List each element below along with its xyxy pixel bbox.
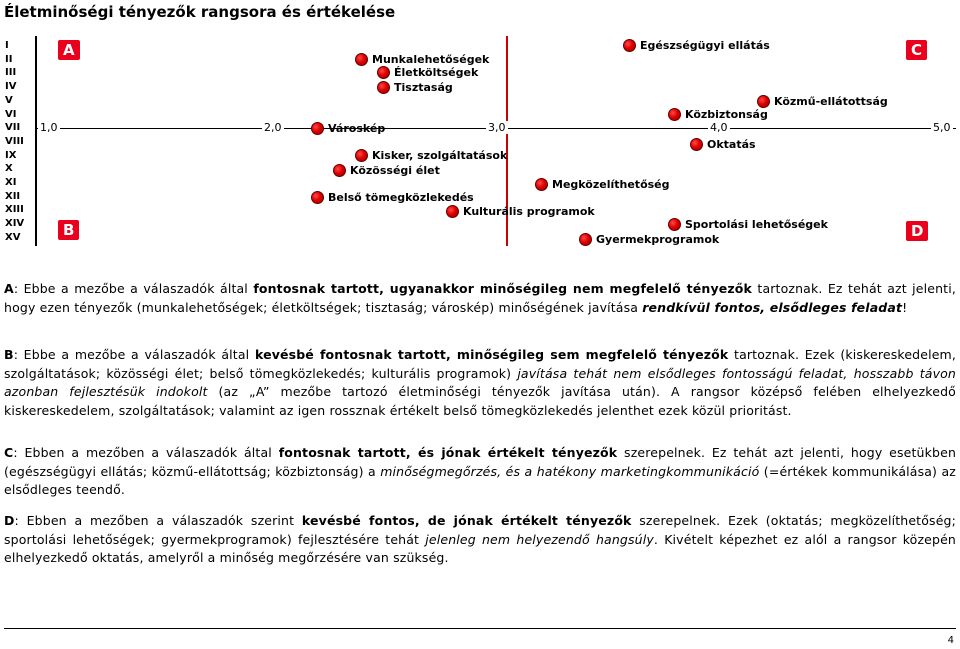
tick-label: 3,0 [488, 121, 506, 134]
paragraph-label: B [4, 347, 14, 362]
point-marker [757, 95, 770, 108]
point-marker [535, 178, 548, 191]
text: ! [902, 299, 908, 315]
point-varoskep [311, 121, 385, 135]
point-eletkoltsegek [377, 65, 478, 79]
point-marker [311, 122, 324, 135]
paragraph-label: D [4, 513, 15, 528]
tick-label: 4,0 [710, 121, 728, 134]
text: . Kivételt képezhet ez alól a rangsor közepén elhelyezkedő oktatás, amelyről a minőség megőrzésére van szükség. [4, 531, 956, 565]
rank-numeral: X [5, 163, 13, 175]
tick-label: 5,0 [933, 121, 951, 134]
point-marker [377, 81, 390, 94]
emphasis: javítása tehát nem elsődleges fontosságú feladat, hosszabb távon azonban fejlesztésük indokolt [4, 365, 957, 399]
footer-rule [4, 628, 956, 629]
rank-numeral: IV [5, 81, 17, 93]
point-label: Oktatás [707, 137, 756, 151]
text: (=értékek kommunikálása) az elsődleges teendő. [4, 463, 956, 497]
text: szerepelnek. Ezek (oktatás; megközelíthetőség; sportolási lehetőségek; gyermekprogramok) fejlesztésére tehát [4, 513, 956, 547]
paragraph-a [4, 280, 956, 317]
point-marker [579, 233, 592, 246]
point-marker [668, 218, 681, 231]
paragraph-b [4, 346, 956, 420]
point-marker [446, 205, 459, 218]
point-label: Megközelíthetőség [552, 177, 670, 191]
point-label: Munkalehetőségek [372, 52, 490, 66]
point-oktatas [690, 137, 756, 151]
rank-numeral: XIII [5, 204, 24, 216]
emphasis: fontosnak tartott, ugyanakkor minőségileg nem megfelelő tényezők [253, 281, 753, 296]
page-title: Életminőségi tényezők rangsora és értékelése [4, 3, 396, 21]
text: tartoznak. Ez tehát azt jelenti, hogy ezen tényezők (munkalehetőségek; életköltségek; tisztaság; városkép) minőségének javítása [4, 281, 956, 315]
quadrant-c-label: C [906, 40, 927, 60]
point-label: Életköltségek [394, 65, 479, 79]
point-marker [311, 191, 324, 204]
point-label: Belső tömegközlekedés [328, 190, 474, 204]
point-label: Közbiztonság [685, 107, 768, 121]
point-belso [311, 190, 474, 204]
rank-numeral: II [5, 53, 13, 65]
point-kozmu [757, 94, 888, 108]
point-marker [690, 138, 703, 151]
point-label: Sportolási lehetőségek [685, 217, 828, 231]
rank-numeral: I [5, 40, 9, 51]
point-tisztasag [377, 80, 453, 94]
point-sport [668, 217, 828, 231]
emphasis: fontosnak tartott, és jónak értékelt tényezők [278, 445, 618, 460]
text: : Ebbe a mezőbe a válaszadók által [13, 281, 254, 296]
point-label: Kisker, szolgáltatások [372, 148, 508, 162]
point-marker [623, 39, 636, 52]
emphasis: minőségmegőrzés, és a hatékony marketingkommunikáció [380, 463, 760, 479]
point-marker [377, 66, 390, 79]
point-kozossegi [333, 163, 440, 177]
rank-numeral: XII [5, 190, 21, 202]
paragraph-d [4, 512, 956, 568]
rank-numeral: XV [5, 231, 21, 243]
point-label: Gyermekprogramok [596, 232, 720, 246]
quadrant-b-label: B [58, 220, 79, 240]
point-label: Közösségi élet [350, 163, 440, 177]
left-axis-line [35, 36, 37, 246]
point-marker [333, 164, 346, 177]
point-megkozelithetoseg [535, 177, 670, 191]
point-marker [355, 149, 368, 162]
point-munkalehetosegek [355, 52, 489, 66]
paragraph-c [4, 444, 956, 500]
paragraph-label: A [4, 281, 14, 296]
rank-numeral: VI [5, 108, 17, 120]
emphasis: kevésbé fontosnak tartott, minőségileg sem megfelelő tényezők [254, 347, 729, 362]
text: : Ebben a mezőben a válaszadók által [13, 445, 279, 460]
paragraph-label: C [4, 445, 14, 460]
rank-numeral: VII [5, 122, 21, 134]
tick-label: 1,0 [40, 121, 58, 134]
rank-numeral: VIII [5, 135, 24, 147]
point-label: Egészségügyi ellátás [640, 38, 770, 52]
emphasis: rendkívül fontos, elsődleges feladat [642, 299, 903, 315]
emphasis: kevésbé fontos, de jónak értékelt tényezők [301, 513, 632, 528]
rank-numeral: XI [5, 177, 17, 188]
emphasis: jelenleg nem helyezendő hangsúly [425, 531, 654, 547]
point-label: Közmű-ellátottság [774, 94, 888, 108]
text: : Ebbe a mezőbe a válaszadók által [13, 347, 255, 362]
rank-numeral: V [5, 94, 13, 106]
rank-numeral: XIV [5, 218, 25, 230]
text: tartoznak. Ezek (kiskereskedelem, szolgáltatások; közösségi élet; belső tömegközlekedés; kulturális programok) [4, 347, 957, 381]
point-label: Tisztaság [394, 80, 453, 94]
point-kisker [355, 148, 507, 162]
rank-numeral: IX [5, 149, 17, 161]
point-egeszseg [623, 38, 770, 52]
point-marker [668, 108, 681, 121]
text: : Ebben a mezőben a válaszadók szerint [14, 513, 302, 528]
quadrant-d-label: D [906, 221, 928, 241]
point-kulturalis [446, 204, 595, 218]
text: (az „A” mezőbe tartozó életminőségi tényezők javítása után). A rangsor középső felében elhelyezkedő kiskereskedelem, szolgáltatások; valamint az igen rossznak értékelt belső tömegközlekedés jelenthet ezek közül prioritást. [4, 384, 956, 418]
text: szerepelnek. Ez tehát azt jelenti, hogy esetükben (egészségügyi ellátás; közmű-ellátottság; közbiztonság) a [4, 445, 957, 479]
point-label: Kulturális programok [463, 204, 595, 218]
tick-label: 2,0 [264, 121, 282, 134]
point-label: Városkép [328, 121, 386, 135]
rank-numeral: III [5, 67, 17, 79]
point-kozbiztonsag [668, 107, 768, 121]
point-marker [355, 53, 368, 66]
point-gyermek [579, 232, 719, 246]
quadrant-a-label: A [58, 40, 80, 60]
page-number: 4 [947, 635, 954, 646]
